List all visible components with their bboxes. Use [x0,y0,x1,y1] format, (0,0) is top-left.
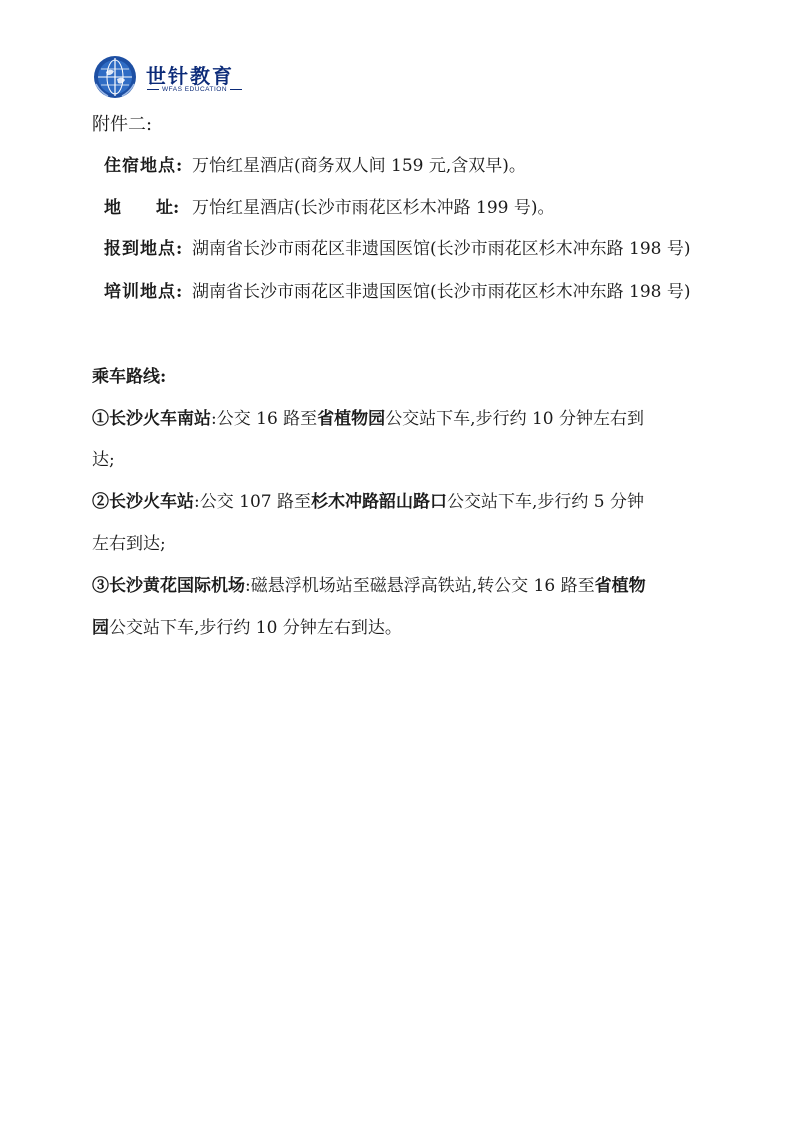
route-3 [92,575,646,597]
info-row-checkin [104,238,691,260]
lodging-value: 万怡红星酒店(商务双人间 159 元,含双早)。 [192,156,526,176]
routes-title: 乘车路线: [92,367,167,387]
checkin-value: 湖南省长沙市雨花区非遗国医馆(长沙市雨花区杉木冲东路 198 号) [192,239,691,259]
route-2-name: ②长沙火车站 [92,492,194,512]
checkin-label: 报到地点: [104,239,184,259]
route-3-colon: : [245,576,251,596]
route-2-stop: 杉木冲路韶山路口 [311,492,447,512]
route-3-stop-b: 园 [92,618,109,638]
route-1-continuation: 达; [92,450,115,470]
address-label-a: 地 [104,198,121,218]
route-2-continuation: 左右到达; [92,534,166,554]
route-3-continuation [92,617,402,639]
address-label [104,197,192,219]
route-1-colon: : [211,409,217,429]
route-1-text-b: 公交站下车,步行约 10 分钟左右到 [385,409,645,429]
route-2-text-b: 公交站下车,步行约 5 分钟 [447,492,645,512]
route-3-name: ③长沙黄花国际机场 [92,576,245,596]
address-label-b: 址: [156,198,180,218]
info-row-training [104,281,691,303]
training-label: 培训地点: [104,282,184,302]
route-2-colon: : [194,492,200,512]
logo-chinese-name: 世针教育 [146,64,234,88]
info-row-lodging [104,155,526,177]
route-2 [92,491,644,513]
route-1-text-a: 公交 16 路至 [216,409,318,429]
address-value: 万怡红星酒店(长沙市雨花区杉木冲路 199 号)。 [192,198,555,218]
route-2-text-a: 公交 107 路至 [199,492,311,512]
route-1-stop: 省植物园 [317,409,386,429]
training-value: 湖南省长沙市雨花区非遗国医馆(长沙市雨花区杉木冲东路 198 号) [192,282,691,302]
globe-emblem-icon [92,54,138,100]
route-3-cont-text: 公交站下车,步行约 10 分钟左右到达。 [109,618,402,638]
lodging-label: 住宿地点: [104,156,184,176]
info-row-address [104,197,555,219]
route-3-text-a: 磁悬浮机场站至磁悬浮高铁站,转公交 16 路至 [250,576,595,596]
wfas-logo [92,52,252,108]
route-3-stop-a: 省植物 [594,576,646,596]
route-1-name: ①长沙火车南站 [92,409,211,429]
route-1 [92,408,644,430]
logo-english-name: WFAS EDUCATION [144,86,245,93]
attachment-title: 附件二: [92,114,153,135]
